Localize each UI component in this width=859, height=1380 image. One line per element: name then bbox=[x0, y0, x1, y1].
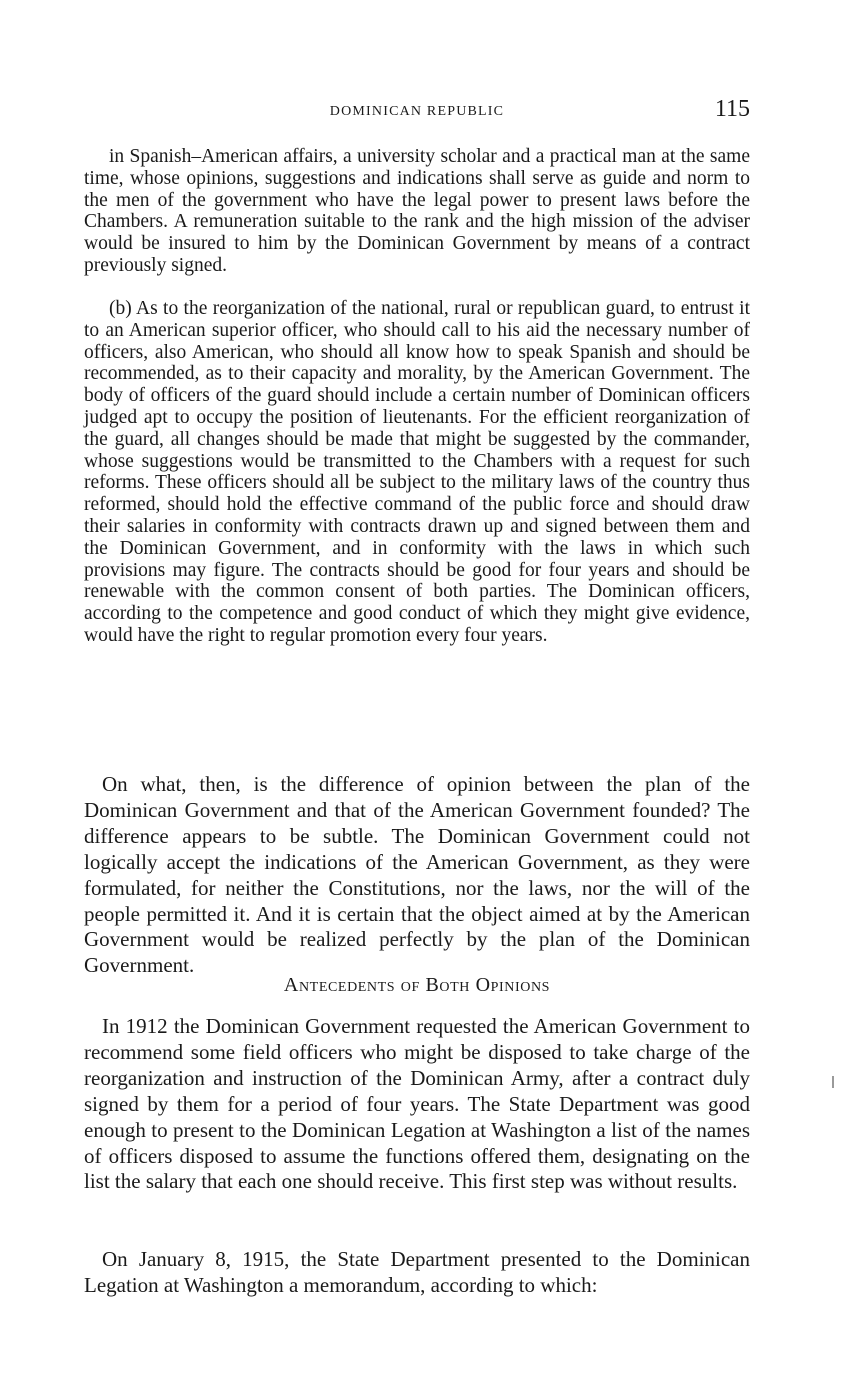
page-header bbox=[84, 96, 750, 130]
section-heading: Antecedents of Both Opinions bbox=[283, 974, 551, 996]
paragraph-1912-request: In 1912 the Dominican Government requested the American Government to recommend some field officers who might be disposed to take charge of the reorganization and instruction of the Dominican Army, after a contract duly signed by them for a period of four years. The State Department was good enough to present to the Dominican Legation at Washington a list of the names of officers disposed to assume the functions offered them, designating on the list the salary that each one should receive. This first step was without results. bbox=[84, 1014, 750, 1194]
paragraph-difference-of-opinion: On what, then, is the difference of opinion between the plan of the Dominican Government and that of the American Government founded? The difference appears to be subtle. The Dominican Government could not logically accept the indications of the American Government, as they were formulated, for neither the Constitutions, nor the laws, nor the will of the people permitted it. And it is certain that the object aimed at by the American Government would be realized perfectly by the plan of the Dominican Government. bbox=[84, 772, 750, 978]
running-head: DOMINICAN REPUBLIC bbox=[329, 104, 505, 119]
page-number: 115 bbox=[714, 96, 750, 122]
quoted-paragraph-guard: (b) As to the reorganization of the national, rural or republican guard, to entrust it to an American superior officer, who should call to his aid the necessary number of officers, also American, who should all know how to speak Spanish and should be recommended, as to their capacity and morality, by the American Government. The body of officers of the guard should include a certain number of Dominican officers judged apt to occupy the position of lieutenants. For the efficient reorganization of the guard, all changes should be made that might be suggested by the commander, whose suggestions would be transmitted to the Chambers with a request for such reforms. These officers should all be subject to the military laws of the country thus reformed, should hold the effective command of the public force and should draw their salaries in conformity with contracts drawn up and signed between them and the Dominican Government, and in conformity with the laws in which such provisions may figure. The contracts should be good for four years and should be renewable with the common consent of both parties. The Dominican officers, according to the competence and good conduct of which they might give evidence, would have the right to regular promotion every four years. bbox=[84, 298, 750, 646]
paragraph-1915-memorandum: On January 8, 1915, the State Department presented to the Dominican Legation at Washington a memorandum, according to which: bbox=[84, 1247, 750, 1297]
scan-edge-mark bbox=[832, 1076, 834, 1088]
quoted-paragraph-adviser: in Spanish–American affairs, a university scholar and a practical man at the same time, whose opinions, suggestions and indications shall serve as guide and norm to the men of the government who have the legal power to present laws before the Chambers. A remuneration suitable to the rank and the high mission of the adviser would be insured to him by the Dominican Government by means of a contract previously signed. bbox=[84, 146, 750, 276]
